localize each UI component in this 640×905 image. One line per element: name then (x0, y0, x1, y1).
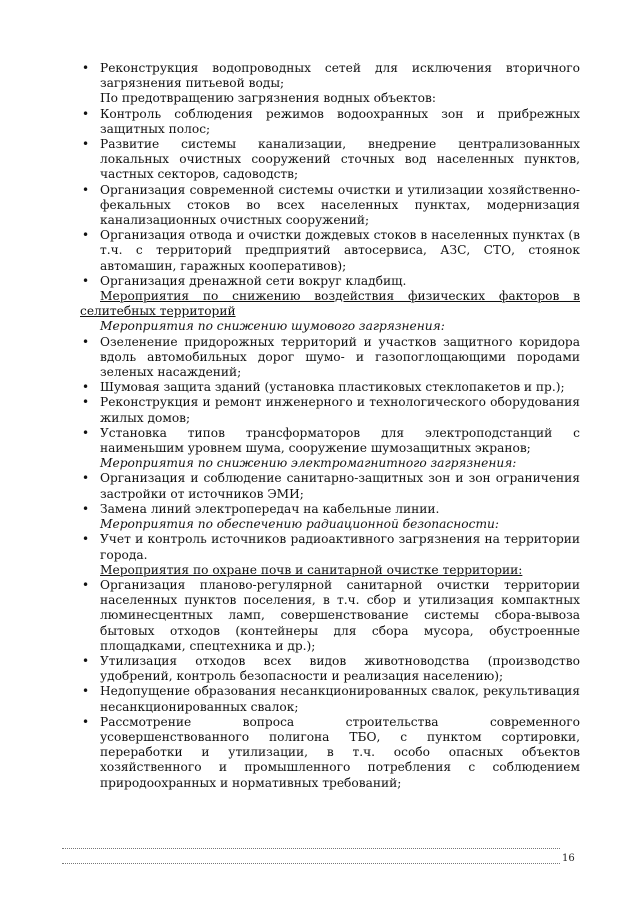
heading-soil: Мероприятия по охране почв и санитарной очистке территории: (100, 562, 523, 577)
list-item: • Организация современной системы очистки и утилизации хозяйственно-фекальных стоков во всех населенных пунктах, модернизация канализационных очистных сооружений; (80, 183, 580, 229)
list-noise (80, 335, 580, 457)
list-item: • Организация дренажной сети вокруг кладбищ. (80, 274, 580, 289)
list-item: • Недопущение образования несанкционированных свалок, рекультивация несанкционированных свалок; (80, 684, 580, 714)
list-item: • Реконструкция и ремонт инженерного и технологического оборудования жилых домов; (80, 395, 580, 425)
list-item: • Организация отвода и очистки дождевых стоков в населенных пунктах (в т.ч. с территорий предприятий автосервиса, АЗС, СТО, стоянок автомашин, гаражных кооперативов); (80, 228, 580, 274)
list-water-supply (80, 61, 580, 91)
list-item: • Шумовая защита зданий (установка пластиковых стеклопакетов и пр.); (80, 380, 580, 395)
list-item: • Реконструкция водопроводных сетей для исключения вторичного загрязнения питьевой воды; (80, 61, 580, 91)
list-water-protection (80, 107, 580, 289)
footer-divider-lower (62, 863, 560, 864)
heading-noise: Мероприятия по снижению шумового загрязнения: (100, 319, 445, 334)
list-item: • Организация и соблюдение санитарно-защитных зон и зон ограничения застройки от источников ЭМИ; (80, 471, 580, 501)
list-emi (80, 471, 580, 517)
list-item: • Учет и контроль источников радиоактивного загрязнения на территории города. (80, 532, 580, 562)
list-item: • Рассмотрение вопроса строительства современного усовершенствованного полигона ТБО, с пунктом сортировки, переработки и утилизации, в т.ч. особо опасных объектов хозяйственного и промышленного потребления с соблюдением природоохранных и нормативных требований; (80, 715, 580, 791)
list-item: • Озеленение придорожных территорий и участков защитного коридора вдоль автомобильных дорог шумо- и газопоглощающими породами зеленых насаждений; (80, 335, 580, 381)
list-item: • Установка типов трансформаторов для электроподстанций с наименьшим уровнем шума, сооружение шумозащитных экранов; (80, 426, 580, 456)
heading-physical-factors: Мероприятия по снижению воздействия физических факторов в селитебных территорий (80, 289, 580, 319)
list-radiation (80, 532, 580, 562)
page-content (80, 61, 580, 791)
list-item: • Организация планово-регулярной санитарной очистки территории населенных пунктов поселения, в т.ч. сбор и утилизация компактных люминесцентных ламп, совершенствование системы сбора-вывоза бытовых отходов (контейнеры для сбора мусора, обустроенные площадками, спецтехника и др.); (80, 578, 580, 654)
heading-radiation: Мероприятия по обеспечению радиационной безопасности: (100, 517, 499, 532)
list-item: • Контроль соблюдения режимов водоохранных зон и прибрежных защитных полос; (80, 107, 580, 137)
page-number: 16 (562, 853, 575, 864)
heading-water-protection: По предотвращению загрязнения водных объектов: (100, 91, 436, 106)
list-soil (80, 578, 580, 791)
heading-emi: Мероприятия по снижению электромагнитного загрязнения: (100, 456, 517, 471)
list-item: • Утилизация отходов всех видов животноводства (производство удобрений, контроль безопасности и реализация населению); (80, 654, 580, 684)
footer-divider (62, 848, 560, 849)
list-item: • Развитие системы канализации, внедрение централизованных локальных очистных сооружений сточных вод населенных пунктов, частных секторов, садоводств; (80, 137, 580, 183)
list-item: • Замена линий электропередач на кабельные линии. (80, 502, 580, 517)
